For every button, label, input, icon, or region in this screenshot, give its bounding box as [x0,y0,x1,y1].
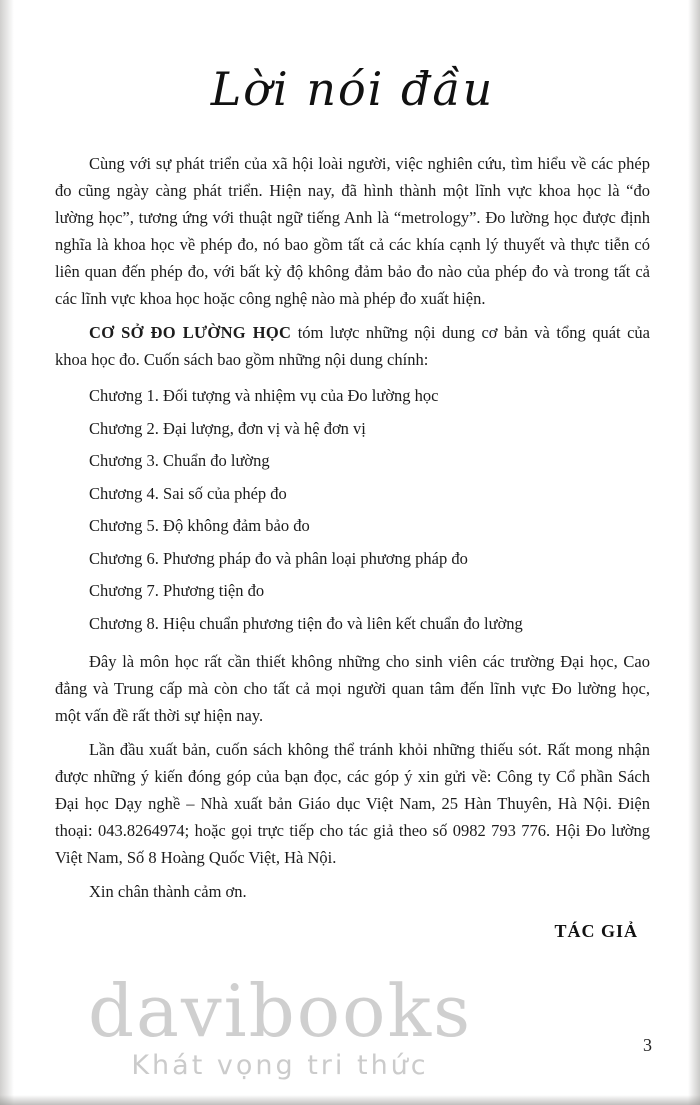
page-number: 3 [643,1035,652,1055]
chapter-item-6: Chương 6. Phương pháp đo và phân loại phương pháp đo [89,548,468,568]
paragraph-intro: Cùng với sự phát triển của xã hội loài người, việc nghiên cứu, tìm hiểu về các phép đo cũng ngày càng phát triển. Hiện nay, đã hình thành một lĩnh vực khoa học là “đo lường học”, tương ứng với thuật ngữ tiếng Anh là “metrology”. Đo lường học được định nghĩa là khoa học về phép đo, nó bao gồm tất cả các khía cạnh lý thuyết và thực tiễn có liên quan đến phép đo, với bất kỳ độ không đảm bảo đo nào của phép đo và trong tất cả các lĩnh vực khoa học hoặc công nghệ nào mà phép đo xuất hiện. [55,154,650,308]
chapter-item-1: Chương 1. Đối tượng và nhiệm vụ của Đo lường học [89,386,439,405]
watermark-brand: davibooks [87,969,473,1053]
chapter-item-8: Chương 8. Hiệu chuẩn phương tiện đo và liên kết chuẩn đo lường [89,613,523,633]
scan-edge-left [0,0,14,1105]
watermark [0,969,560,1083]
paragraph-contact: Lần đầu xuất bản, cuốn sách không thể tránh khỏi những thiếu sót. Rất mong nhận được những ý kiến đóng góp của bạn đọc, các góp ý xin gửi về: Công ty Cổ phần Sách Đại học Dạy nghề – Nhà xuất bản Giáo dục Việt Nam, 25 Hàn Thuyên, Hà Nội. Điện thoại: 043.8264974; hoặc gọi trực tiếp cho tác giả theo số 0982 793 776. Hội Đo lường Việt Nam, Số 8 Hoàng Quốc Việt, Hà Nội. [55,740,650,867]
book-title: CƠ SỞ ĐO LƯỜNG HỌC [89,323,292,342]
paragraph-overview [55,319,650,373]
chapter-list [55,380,650,640]
watermark-tagline: Khát vọng tri thức [131,1050,429,1081]
author-signature: TÁC GIẢ [554,921,638,941]
paragraph-audience: Đây là môn học rất cần thiết không những cho sinh viên các trường Đại học, Cao đẳng và Trung cấp mà còn cho tất cả mọi người quan tâm đến lĩnh vực Đo lường học, một vấn đề rất thời sự hiện nay. [55,652,650,725]
chapter-item-7: Chương 7. Phương tiện đo [89,581,265,600]
chapter-item-4: Chương 4. Sai số của phép đo [89,483,287,503]
chapter-item-5: Chương 5. Độ không đảm bảo đo [89,516,310,535]
chapter-item-3: Chương 3. Chuẩn đo lường [89,451,270,470]
chapter-item-2: Chương 2. Đại lượng, đơn vị và hệ đơn vị [89,418,366,438]
scan-edge-right [688,0,700,1105]
scan-edge-bottom [0,1095,700,1105]
overview-text: tóm lược những nội dung cơ bản và tổng quát của khoa học đo. Cuốn sách bao gồm những nội dung chính: [55,323,651,369]
paragraph-thanks: Xin chân thành cảm ơn. [89,882,247,901]
page-title: Lời nói đầu [210,62,495,116]
